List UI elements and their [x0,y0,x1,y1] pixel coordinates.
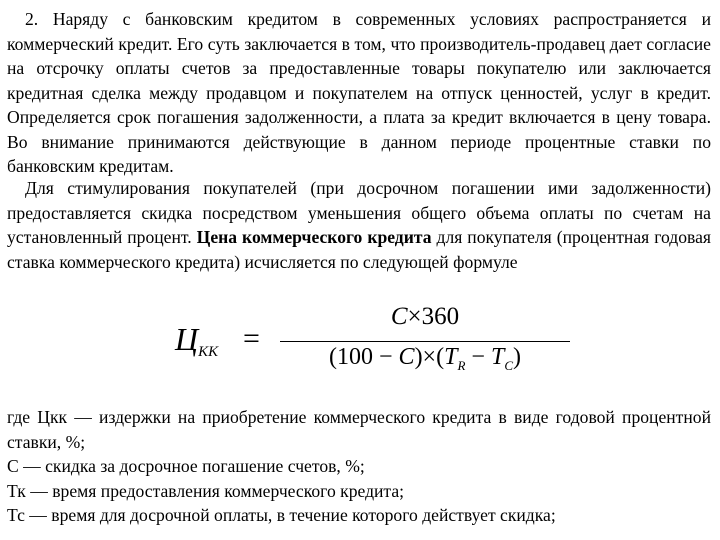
formula-denominator-variable: C [398,344,415,370]
term-commercial-credit-price: Цена коммерческого кредита [196,227,432,247]
formula-equals: = [243,322,260,355]
formula-term-t1-subscript: R [457,357,466,373]
formula-term-t2-subscript: C [504,357,513,373]
definitions-list [7,405,711,528]
paragraph-discount [7,176,711,274]
formula-minus: − [465,344,491,370]
definition-item: где Цкк — издержки на приобретение коммерческого кредита в виде годовой процентной ставки, %; [7,407,711,452]
formula-commercial-credit [175,305,575,385]
formula-numerator [280,305,570,330]
paragraph-discount-text-end: для покупателя (процентная годовая ставка коммерческого кредита) исчисляется по следующей формуле [7,227,711,272]
definition-item: Тк — время предоставления коммерческого кредита; [7,480,405,501]
paragraph-discount-text-start: Для стимулирования покупателей (при досрочном погашении ими задолженности) предоставляется скидка посредством уменьшения общего объема оплаты по счетам на установленный процент. [7,178,711,247]
formula-lhs-subscript: КК [198,344,219,360]
definition-item: С — скидка за досрочное погашение счетов, %; [7,456,365,476]
formula-lhs-symbol: Ц [175,321,199,357]
formula-numerator-variable: C [390,303,408,330]
definition-item: Тс — время для досрочной оплаты, в течение которого действует скидка; [7,505,556,525]
formula-term-t2: T [490,344,505,370]
paragraph-commercial-credit: 2. Наряду с банковским кредитом в современных условиях распространяется и коммерческий кредит. Его суть заключается в том, что производитель-продавец дает согласие на отсрочку оплаты счетов за предоставленные товары покупателю или заключается кредитная сделка между продавцом и покупателем на отпуск ценностей, услуг в кредит. Определяется срок погашения задолженности, а плата за кредит включается в цену товара. Во внимание принимаются действующие в данном периоде процентные ставки по банковским кредитам. [7,9,711,176]
formula-term-t1: T [444,344,458,370]
formula-lhs [175,321,219,365]
formula-denominator [280,345,570,378]
formula-numerator-rest: ×360 [407,303,460,330]
formula-denominator-close: ) [512,344,521,370]
formula-denominator-open: (100 − [329,344,399,370]
formula-fraction-line [280,341,570,342]
formula-denominator-mid: )×( [414,344,445,370]
